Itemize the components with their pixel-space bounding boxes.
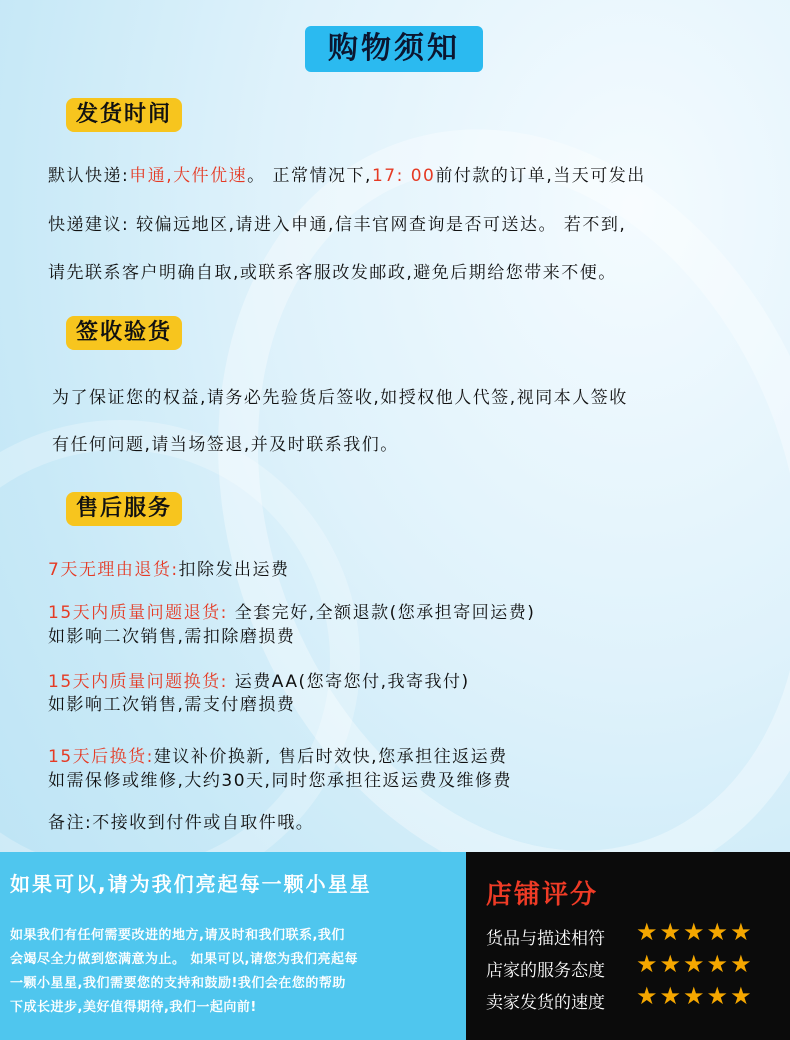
shipping-carriers: 申通,大件优速 — [129, 166, 248, 186]
aftersale-row-4b: 如需保修或维修,大约30天,同时您承担往返运费及维修费 — [48, 771, 512, 791]
star-request-heading: 如果可以,请为我们亮起每一颗小星星 — [10, 872, 372, 896]
star-request-text-3: 一颗小星星,我们需要您的支持和鼓励!我们会在您的帮助 — [10, 976, 346, 991]
rating-label-shipping-speed: 卖家发货的速度 — [486, 993, 605, 1013]
shipping-line-3: 请先联系客户明确自取,或联系客服改发邮政,避免后期给您带来不便。 — [48, 263, 617, 283]
aftersale-after15-text: 建议补价换新, 售后时效快,您承担往返运费 — [153, 747, 508, 767]
star-request-text-2: 会竭尽全力做到您满意为止。 如果可以,请您为我们亮起每 — [10, 952, 358, 967]
shipping-line-2: 快递建议: 较偏远地区,请进入申通,信丰官网查询是否可送达。 若不到, — [48, 215, 627, 235]
aftersale-7day-text: 扣除发出运费 — [178, 560, 290, 580]
aftersale-15day-return-text: 全套完好,全额退款(您承担寄回运费) — [227, 603, 536, 623]
shop-rating-panel — [466, 852, 790, 1040]
aftersale-row-2 — [48, 598, 535, 623]
aftersale-after15-label: 15天后换货: — [48, 747, 154, 767]
aftersale-15day-exchange-label: 15天内质量问题换货: — [48, 672, 228, 692]
aftersale-7day-label: 7天无理由退货: — [48, 560, 179, 580]
shipping-cutoff-time: 17: 00 — [371, 166, 436, 186]
aftersale-note: 备注:不接收到付件或自取件哦。 — [48, 813, 315, 833]
aftersale-row-3 — [48, 667, 470, 692]
shop-rating-heading: 店铺评分 — [486, 880, 599, 910]
shipping-line-1 — [48, 161, 646, 186]
star-request-text-1: 如果我们有任何需要改进的地方,请及时和我们联系,我们 — [10, 928, 345, 943]
aftersale-15day-return-label: 15天内质量问题退货: — [48, 603, 228, 623]
shipping-normal-label: 。 正常情况下, — [247, 166, 372, 186]
receipt-line-1: 为了保证您的权益,请务必先验货后签收,如授权他人代签,视同本人签收 — [52, 388, 628, 408]
aftersale-row-3b: 如影响工次销售,需支付磨损费 — [48, 695, 296, 715]
section-heading-receipt: 签收验货 — [66, 316, 182, 350]
page-title: 购物须知 — [305, 26, 483, 72]
rating-label-service: 店家的服务态度 — [486, 961, 605, 981]
aftersale-row-4 — [48, 742, 508, 767]
star-request-panel — [0, 852, 466, 1040]
receipt-line-2: 有任何问题,请当场签退,并及时联系我们。 — [52, 435, 399, 455]
star-request-text-4: 下成长进步,美好值得期待,我们一起向前! — [10, 1000, 257, 1015]
section-heading-aftersale: 售后服务 — [66, 492, 182, 526]
aftersale-row-1 — [48, 555, 290, 580]
rating-label-description: 货品与描述相符 — [486, 929, 605, 949]
section-heading-shipping: 发货时间 — [66, 98, 182, 132]
shipping-same-day: 前付款的订单,当天可发出 — [435, 166, 646, 186]
star-rating-service: ★★★★★ — [636, 950, 754, 978]
aftersale-row-2b: 如影响二次销售,需扣除磨损费 — [48, 627, 296, 647]
aftersale-15day-exchange-text: 运费AA(您寄您付,我寄我付) — [227, 672, 470, 692]
star-rating-shipping-speed: ★★★★★ — [636, 982, 754, 1010]
star-rating-description: ★★★★★ — [636, 918, 754, 946]
shipping-default-label: 默认快递: — [48, 166, 130, 186]
